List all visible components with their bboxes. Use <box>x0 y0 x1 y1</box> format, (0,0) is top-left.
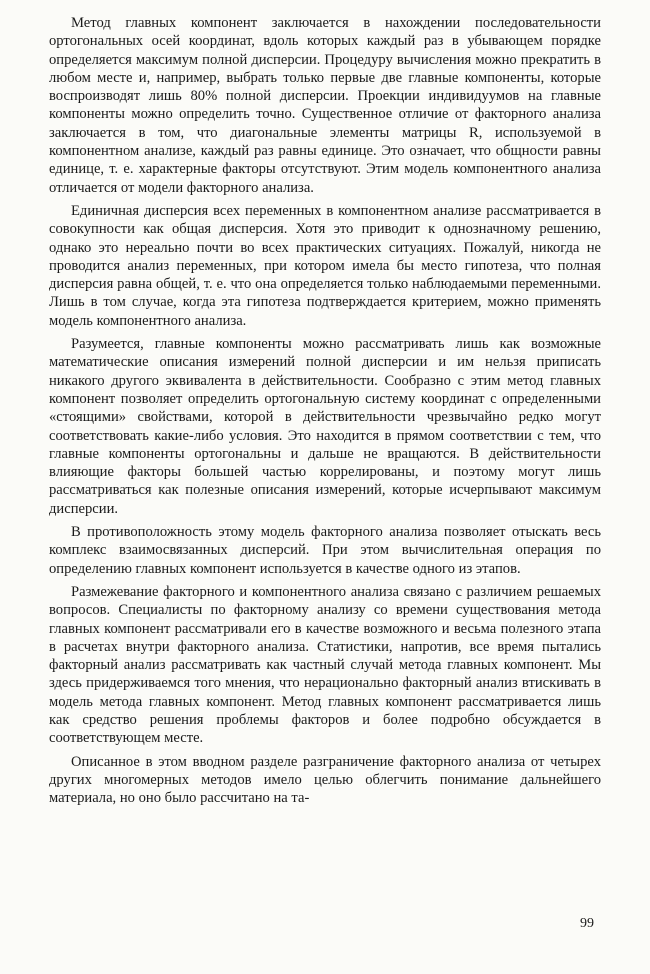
paragraph-6: Описанное в этом вводном разделе разграничение факторного анализа от четырех других многомерных методов имело целью облегчить понимание дальнейшего материала, но оно было рассчитано на та- <box>49 753 601 807</box>
paragraph-1: Метод главных компонент заключается в нахождении последовательности ортогональных осей координат, вдоль которых каждый раз в убывающем порядке определяется максимум полной дисперсии. Процедуру вычисления можно прекратить в любом месте и, например, выбрать только первые две главные компоненты, которые воспроизводят лишь 80% полной дисперсии. Проекции индивидуумов на главные компоненты можно определить точно. Существенное отличие от факторного анализа заключается в том, что диагональные элементы матрицы R, используемой в компонентном анализе, каждый раз равны единице. Это означает, что общности равны единице, т. е. характерные факторы отсутствуют. Этим модель компонентного анализа отличается от модели факторного анализа. <box>49 15 601 196</box>
paragraph-5: Размежевание факторного и компонентного анализа связано с различием решаемых вопросов. Специалисты по факторному анализу со времени существования метода главных компонент рассматривали его в качестве возможного и весьма полезного этапа в расчетах внутри факторного анализа. Статистики, напротив, все время пытались факторный анализ рассматривать как частный случай метода главных компонент. Мы здесь придерживаемся того мнения, что нерационально факторный анализ втискивать в модель метода главных компонент. Метод главных компонент рассматривается лишь как средство решения проблемы факторов и более подробно обсуждается в соответствующем месте. <box>49 583 601 747</box>
paragraph-2: Единичная дисперсия всех переменных в компонентном анализе рассматривается в совокупности как общая дисперсия. Хотя это приводит к однозначному решению, однако это нереально почти во всех практических ситуациях. Пожалуй, никогда не проводится анализ переменных, при котором имела бы место гипотеза, что полная дисперсия равна общей, т. е. что она определяется только наблюдаемыми переменными. Лишь в том случае, когда эта гипотеза подтверждается критерием, можно применять модель компонентного анализа. <box>49 202 601 329</box>
paragraph-4: В противоположность этому модель факторного анализа позволяет отыскать весь комплекс взаимосвязанных дисперсий. При этом вычислительная операция по определению главных компонент используется в качестве одного из этапов. <box>49 524 601 577</box>
paragraph-3: Разумеется, главные компоненты можно рассматривать лишь как возможные математические описания измерений полной дисперсии и им нельзя приписать никакого другого эквивалента в действительности. Сообразно с этим метод главных компонент позволяет определить ортогональную систему координат с определенными «стоящими» свойствами, которой в действительности чрезвычайно редко могут соответствовать какие-либо условия. Это находится в прямом соответствии с тем, что главные компоненты ортогональны и дальше не вращаются. В действительности влияющие факторы большей частью коррелированы, и поэтому могут лишь рассматриваться как полезные описания измерений, которые исчерпывают максимум дисперсии. <box>49 336 601 517</box>
body-text <box>49 14 601 812</box>
page-number: 99 <box>580 916 594 931</box>
